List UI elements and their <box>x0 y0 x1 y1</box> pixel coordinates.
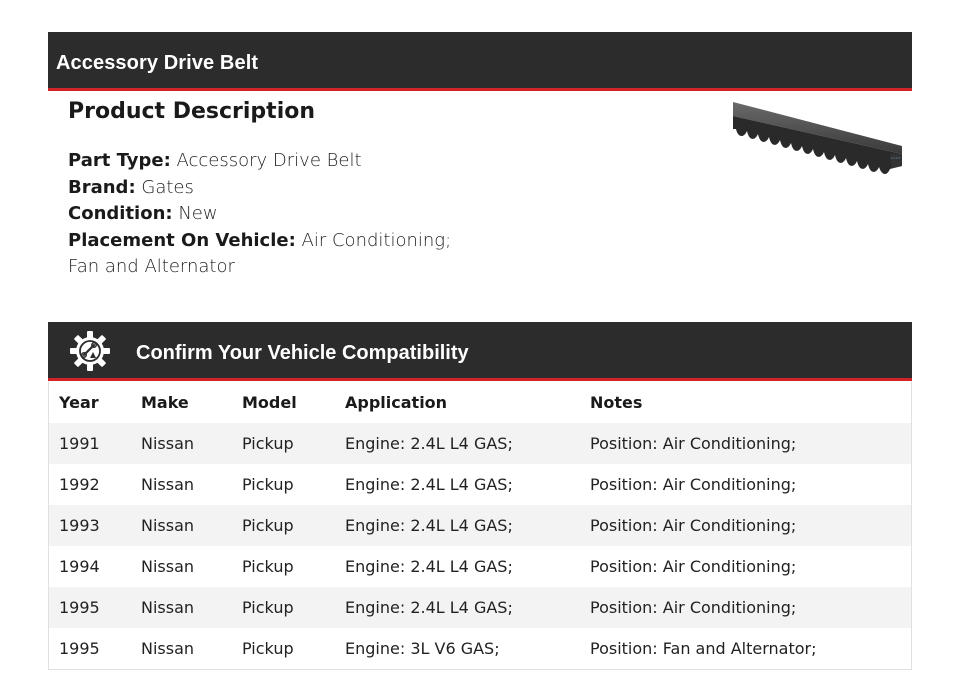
cell-model: Pickup <box>232 546 335 587</box>
cell-notes: Position: Air Conditioning; <box>580 423 912 464</box>
spec-brand <box>68 175 688 202</box>
spec-placement-cont <box>68 254 688 281</box>
table-row <box>49 628 912 670</box>
cell-make: Nissan <box>131 546 232 587</box>
cell-application: Engine: 2.4L L4 GAS; <box>335 587 580 628</box>
product-description-heading: Product Description <box>68 99 316 124</box>
cell-notes: Position: Air Conditioning; <box>580 464 912 505</box>
cell-notes: Position: Fan and Alternator; <box>580 628 912 670</box>
cell-model: Pickup <box>232 505 335 546</box>
cell-year: 1991 <box>49 423 132 464</box>
table-row <box>49 423 912 464</box>
cell-notes: Position: Air Conditioning; <box>580 505 912 546</box>
cell-model: Pickup <box>232 628 335 670</box>
compatibility-table <box>48 381 912 670</box>
column-header-year: Year <box>59 392 99 412</box>
table-row <box>49 546 912 587</box>
spec-value: Accessory Drive Belt <box>176 150 362 171</box>
table-row <box>49 587 912 628</box>
cell-make: Nissan <box>131 423 232 464</box>
cell-year: 1994 <box>49 546 132 587</box>
page-title: Accessory Drive Belt <box>56 52 259 74</box>
table-header-row <box>49 381 912 423</box>
cell-model: Pickup <box>232 464 335 505</box>
column-header-notes: Notes <box>590 392 643 412</box>
column-header-make: Make <box>141 392 189 412</box>
compatibility-bar <box>48 322 912 381</box>
cell-model: Pickup <box>232 423 335 464</box>
compatibility-title: Confirm Your Vehicle Compatibility <box>136 342 469 364</box>
spec-part-type <box>68 148 688 175</box>
spec-label: Condition: <box>68 203 173 224</box>
cell-year: 1995 <box>49 587 132 628</box>
cell-make: Nissan <box>131 505 232 546</box>
cell-notes: Position: Air Conditioning; <box>580 587 912 628</box>
spec-value: Fan and Alternator <box>68 256 235 277</box>
cell-year: 1995 <box>49 628 132 670</box>
v-belt-image <box>730 96 905 186</box>
cell-make: Nissan <box>131 464 232 505</box>
table-row <box>49 505 912 546</box>
cell-application: Engine: 2.4L L4 GAS; <box>335 464 580 505</box>
product-description <box>68 96 688 281</box>
column-header-application: Application <box>345 392 448 412</box>
cell-notes: Position: Air Conditioning; <box>580 546 912 587</box>
spec-value: Gates <box>141 176 194 198</box>
cell-application: Engine: 2.4L L4 GAS; <box>335 546 580 587</box>
spec-condition <box>68 201 688 228</box>
cell-make: Nissan <box>131 628 232 670</box>
spec-label: Part Type: <box>68 150 171 171</box>
spec-label: Brand: <box>68 176 136 198</box>
cell-application: Engine: 3L V6 GAS; <box>335 628 580 670</box>
cell-application: Engine: 2.4L L4 GAS; <box>335 505 580 546</box>
spec-list <box>68 148 688 281</box>
gear-wrench-icon <box>69 330 111 372</box>
cell-make: Nissan <box>131 587 232 628</box>
spec-value: New <box>178 203 218 224</box>
spec-label: Placement On Vehicle: <box>68 229 296 251</box>
cell-year: 1992 <box>49 464 132 505</box>
cell-application: Engine: 2.4L L4 GAS; <box>335 423 580 464</box>
spec-value: Air Conditioning; <box>301 229 452 251</box>
title-bar <box>48 32 912 91</box>
cell-model: Pickup <box>232 587 335 628</box>
cell-year: 1993 <box>49 505 132 546</box>
spec-placement <box>68 228 688 255</box>
table-row <box>49 464 912 505</box>
column-header-model: Model <box>242 392 297 412</box>
